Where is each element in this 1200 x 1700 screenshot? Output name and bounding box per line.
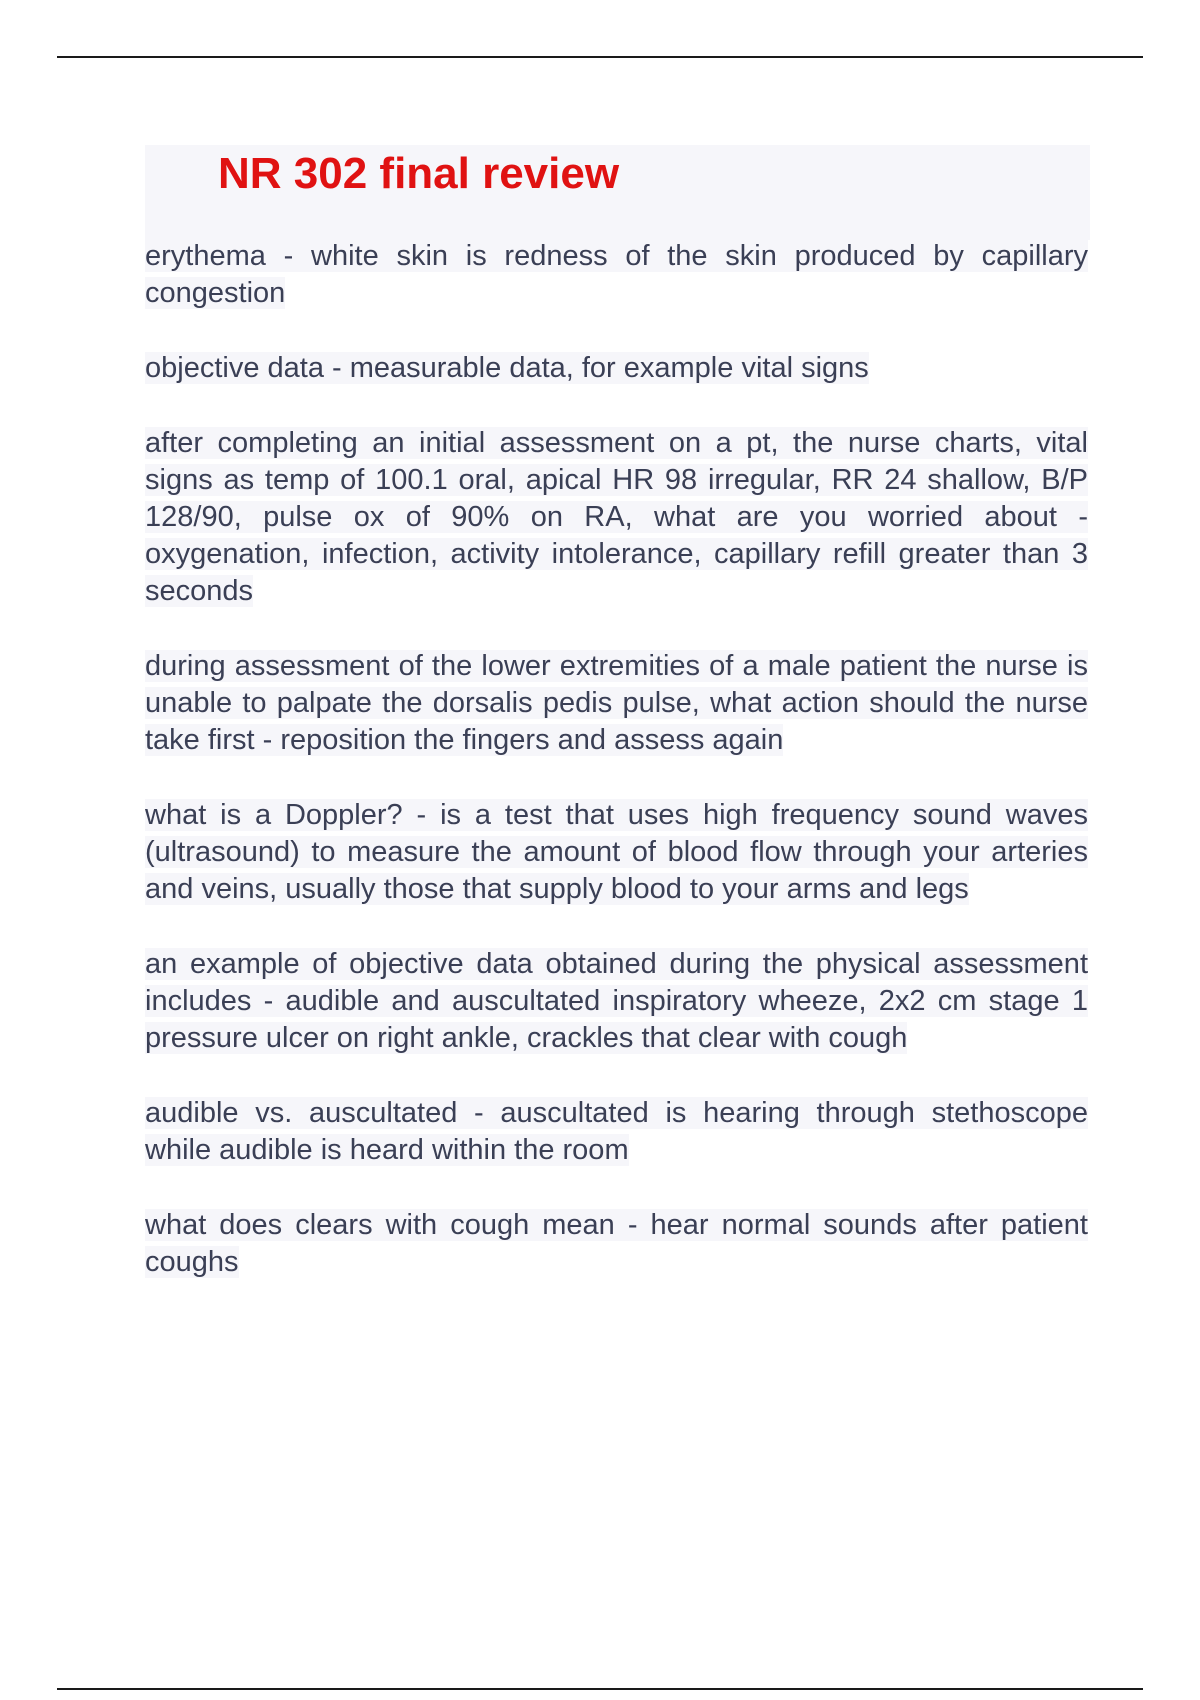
- entry-text: after completing an initial assessment on a pt, the nurse charts, vital signs as temp of 100.1 oral, apical HR 98 irregular, RR 24 shallow, B/P 128/90, pulse ox of 90% on RA, what are you worried about - oxygenation, infection, activity intolerance, capillary refill greater than 3 seconds: [145, 427, 1088, 607]
- page-title: NR 302 final review: [218, 149, 620, 198]
- entry-erythema: [145, 238, 1088, 312]
- entry-objective-example: [145, 946, 1088, 1057]
- entry-objective-data: [145, 350, 1088, 387]
- bottom-rule: [57, 1688, 1143, 1690]
- entry-text: what does clears with cough mean - hear normal sounds after patient coughs: [145, 1209, 1088, 1278]
- entry-text: during assessment of the lower extremities of a male patient the nurse is unable to palpate the dorsalis pedis pulse, what action should the nurse take first - reposition the fingers and assess again: [145, 650, 1088, 756]
- entry-dorsalis-pedis: [145, 648, 1088, 759]
- entry-clears-with-cough: [145, 1207, 1088, 1281]
- entry-text: erythema - white skin is redness of the skin produced by capillary congestion: [145, 240, 1088, 309]
- entry-initial-assessment: [145, 425, 1088, 610]
- entry-audible-vs-auscultated: [145, 1095, 1088, 1169]
- entry-text: what is a Doppler? - is a test that uses high frequency sound waves (ultrasound) to measure the amount of blood flow through your arteries and veins, usually those that supply blood to your arms and legs: [145, 799, 1088, 905]
- entry-text: audible vs. auscultated - auscultated is hearing through stethoscope while audible is heard within the room: [145, 1097, 1088, 1166]
- entry-text: an example of objective data obtained during the physical assessment includes - audible and auscultated inspiratory wheeze, 2x2 cm stage 1 pressure ulcer on right ankle, crackles that clear with cough: [145, 948, 1088, 1054]
- top-rule: [57, 56, 1143, 58]
- entry-text: objective data - measurable data, for example vital signs: [145, 352, 869, 384]
- document-body: [145, 238, 1088, 1319]
- entry-doppler: [145, 797, 1088, 908]
